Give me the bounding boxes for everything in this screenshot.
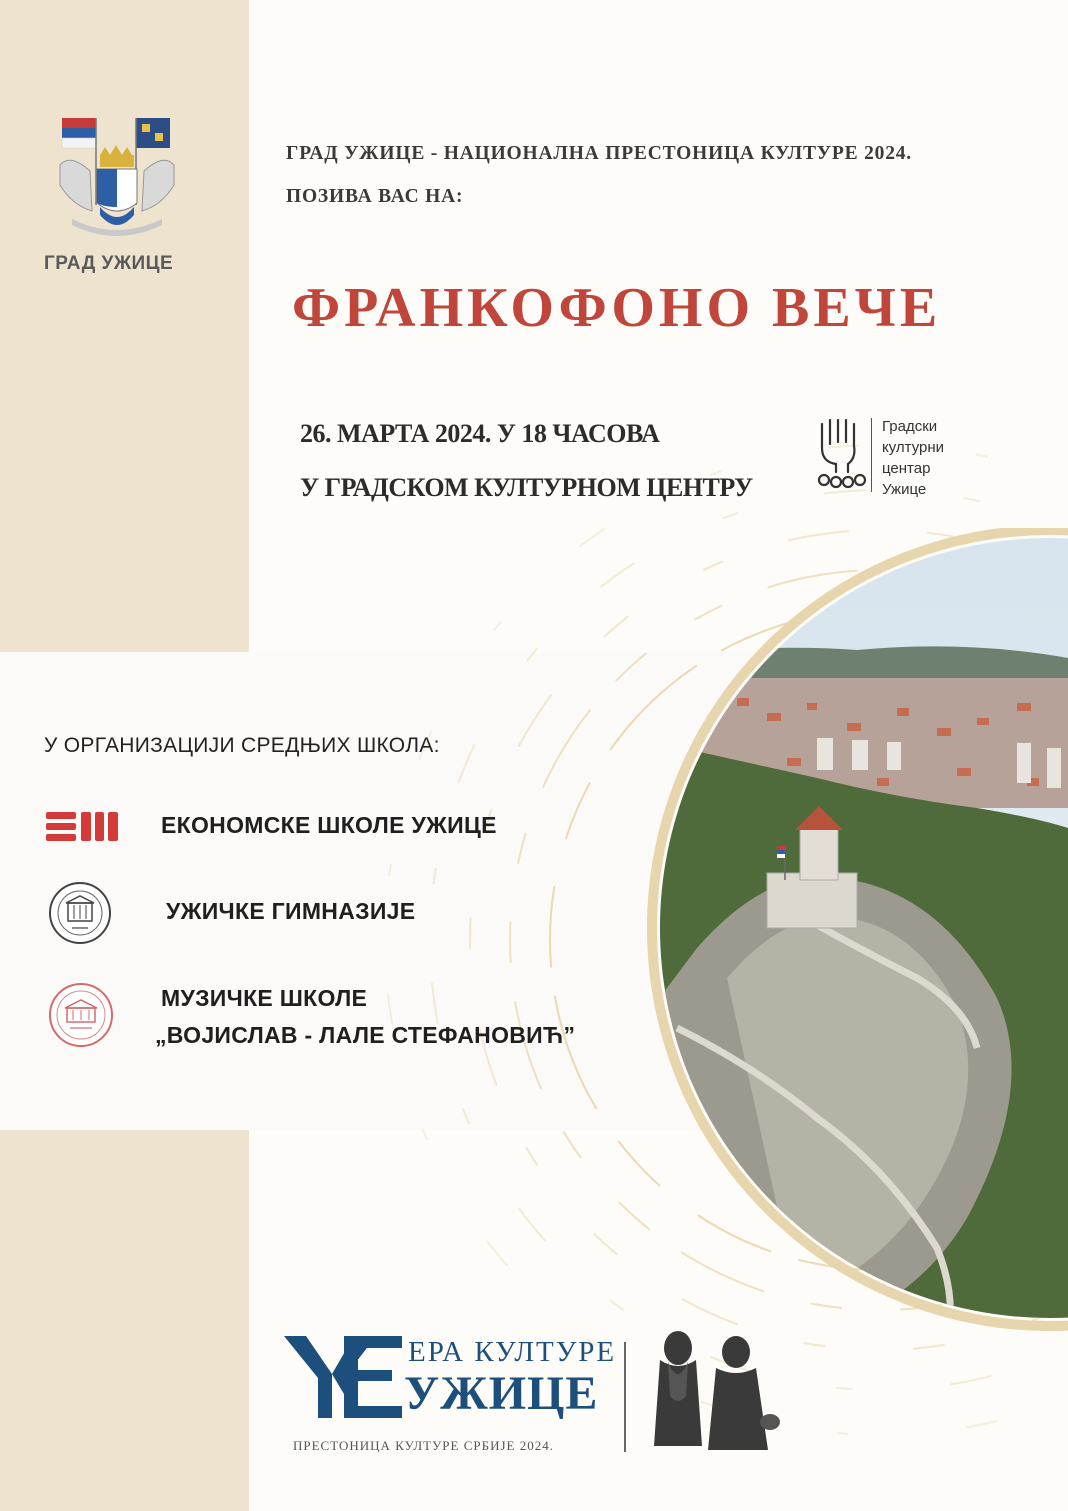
venue-logo-divider [871, 418, 872, 492]
city-coat-of-arms-icon [52, 115, 182, 245]
music-school-seal-icon [48, 982, 114, 1048]
city-label: ГРАД УЖИЦЕ [44, 253, 174, 274]
era-logo-line-1: ЕРА КУЛТУРЕ [408, 1336, 617, 1368]
school-gymnasium: УЖИЧКЕ ГИМНАЗИЈЕ [166, 898, 416, 924]
school-music-line-1: МУЗИЧКЕ ШКОЛЕ [161, 985, 368, 1011]
organizers-heading: У ОРГАНИЗАЦИЈИ СРЕДЊИХ ШКОЛА: [44, 734, 440, 757]
school-music-line-2: „ВОЈИСЛАВ - ЛАЛЕ СТЕФАНОВИЋ” [155, 1022, 576, 1048]
invitation-line-2: ПОЗИВА ВАС НА: [286, 186, 464, 207]
venue-logo-text [882, 416, 944, 500]
venue-logo-line: центар [882, 460, 931, 477]
era-logo-line-2: УЖИЦЕ [404, 1367, 599, 1420]
event-date: 26. МАРТА 2024. У 18 ЧАСОВА [300, 419, 660, 448]
venue-logo-line: Градски [882, 418, 938, 435]
statues-icon [640, 1326, 790, 1456]
era-logo-divider [624, 1342, 626, 1452]
invitation-line-1: ГРАД УЖИЦЕ - НАЦИОНАЛНА ПРЕСТОНИЦА КУЛТУРЕ 2024. [286, 143, 912, 164]
era-logo-subtitle: ПРЕСТОНИЦА КУЛТУРЕ СРБИЈЕ 2024. [293, 1438, 554, 1453]
event-title: ФРАНКОФОНО ВЕЧЕ [292, 277, 942, 339]
culture-center-hand-icon [816, 418, 870, 490]
event-venue: У ГРАДСКОМ КУЛТУРНОМ ЦЕНТРУ [300, 473, 753, 502]
school-economic: ЕКОНОМСКЕ ШКОЛЕ УЖИЦЕ [161, 812, 497, 838]
gymnasium-seal-icon [48, 881, 112, 945]
fortress-photo [637, 528, 1068, 1338]
venue-logo-line: Ужице [882, 481, 927, 498]
era-monogram-icon [284, 1334, 404, 1420]
venue-logo-line: културни [882, 439, 945, 456]
economic-school-logo-icon [46, 812, 118, 842]
